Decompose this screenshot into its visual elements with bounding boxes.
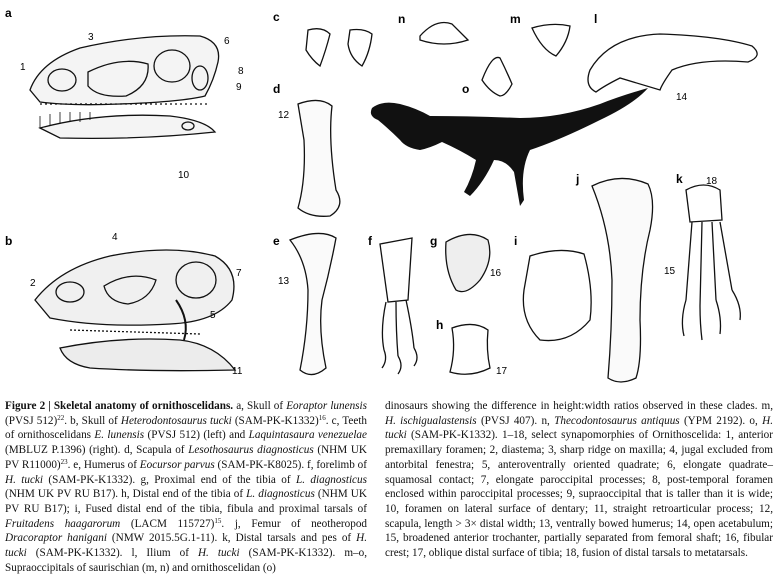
caption-species: Thecodontosaurus antiquus <box>554 414 680 427</box>
caption-species: Dracoraptor hanigani <box>5 532 107 545</box>
caption-species: Fruitadens haagarorum <box>5 517 121 530</box>
caption-text: (SAM-PK-K1332) <box>231 414 319 427</box>
label-8: 8 <box>238 66 244 77</box>
caption-species: L. diagnosticus <box>296 473 367 486</box>
label-9: 9 <box>236 82 242 93</box>
label-13: 13 <box>278 276 290 287</box>
caption-species: H. tucki <box>5 532 367 560</box>
label-6: 6 <box>224 36 230 47</box>
caption-text: (NHM UK PV R11000) <box>5 444 368 471</box>
supraoccipital-n-drawing <box>420 23 468 45</box>
supraoccipital-m-drawing <box>532 24 570 56</box>
caption-text: . e, Humerus of <box>67 458 140 471</box>
caption-text: a, Skull of <box>233 400 287 412</box>
caption-text: (SAM-PK-K8025). f, forelimb of <box>214 458 367 471</box>
skull-heterodontosaurus-drawing <box>35 250 235 371</box>
caption-text: (PVSJ 512) (left) and <box>144 429 249 442</box>
caption-reference: 23 <box>60 457 68 466</box>
caption-species: Laquintasaura venezuelae <box>248 429 367 442</box>
label-10: 10 <box>178 170 190 181</box>
caption-species: E. lunensis <box>94 429 145 442</box>
panel-label-j: j <box>576 172 580 186</box>
ilium-drawing <box>588 34 757 92</box>
skull-eoraptor-drawing <box>30 36 219 139</box>
figure-caption-left <box>5 399 367 575</box>
panel-label-o: o <box>462 82 470 96</box>
caption-text: . b, Skull of <box>64 414 121 427</box>
panel-label-n: n <box>398 12 406 26</box>
label-7: 7 <box>236 268 242 279</box>
caption-text: . j, Femur of neotheropod <box>221 517 368 530</box>
caption-text: (NMW 2015.5G.1-11). k, Distal tarsals and pes of <box>106 532 357 545</box>
pes-drawing <box>682 185 740 340</box>
caption-text: (PVSJ 407). n, <box>476 414 555 427</box>
caption-text: (SAM-PK-K1332). g, Proximal end of the tibia of <box>43 473 296 486</box>
caption-species: H. tucki <box>5 473 44 486</box>
panel-label-l: l <box>594 12 598 26</box>
caption-reference: 15 <box>214 516 222 525</box>
caption-text: (SAM-PK-K1332). m–o, Supraoccipitals of saurischian (m, n) and ornithoscelidan (o) <box>5 547 368 574</box>
label-4: 4 <box>112 232 118 243</box>
caption-text: (NHM UK PV RU B17); i, Fused distal end of the tibia, fibula and proximal tarsals of <box>5 488 367 515</box>
caption-species: L. diagnosticus <box>246 488 315 501</box>
caption-text: (NHM UK PV RU B17). h, Distal end of the tibia of <box>5 488 247 501</box>
humerus-drawing <box>290 233 336 374</box>
caption-text: (MBLUZ P.1396) (right). d, Scapula of <box>5 444 189 457</box>
panel-label-a: a <box>5 6 12 20</box>
tibia-proximal-drawing <box>446 234 490 291</box>
label-5: 5 <box>210 310 216 321</box>
caption-text: dinosaurs showing the difference in height:width ratios observed in these clades. m, <box>385 400 773 412</box>
caption-species: Lesothosaurus diagnosticus <box>188 444 314 457</box>
caption-heading: Figure 2 | Skeletal anatomy of ornithoscelidans. <box>5 400 234 412</box>
label-2: 2 <box>30 278 36 289</box>
panel-label-g: g <box>430 234 438 248</box>
label-1: 1 <box>20 62 26 73</box>
caption-text: (LACM 115727) <box>120 517 215 530</box>
panel-label-e: e <box>273 234 280 248</box>
label-17: 17 <box>496 366 508 377</box>
caption-species: H. tucki <box>385 414 774 442</box>
panel-label-c: c <box>273 10 280 24</box>
panel-label-m: m <box>510 12 521 26</box>
caption-reference: 22 <box>57 413 65 422</box>
forelimb-drawing <box>380 238 417 374</box>
caption-text: (PVSJ 512) <box>5 414 58 427</box>
label-18: 18 <box>706 176 718 187</box>
panel-label-b: b <box>5 234 13 248</box>
supraoccipital-o-drawing <box>482 57 512 96</box>
caption-species: H. ischigualastensis <box>385 414 477 427</box>
label-14: 14 <box>676 92 688 103</box>
tibiotarsus-drawing <box>523 250 591 340</box>
label-3: 3 <box>88 32 94 43</box>
tibia-distal-drawing <box>450 324 490 374</box>
caption-species: Heterodontosaurus tucki <box>120 414 232 427</box>
label-15: 15 <box>664 266 676 277</box>
femur-drawing <box>592 178 653 382</box>
panel-label-h: h <box>436 318 444 332</box>
panel-label-k: k <box>676 172 683 186</box>
caption-species: H. tucki <box>197 547 240 560</box>
caption-species: Eoraptor lunensis <box>286 400 367 412</box>
caption-text: . c, Teeth of ornithoscelidans <box>5 414 368 442</box>
panel-label-d: d <box>273 82 281 96</box>
panel-label-f: f <box>368 234 372 248</box>
caption-reference: 16 <box>318 413 326 422</box>
tooth-right-drawing <box>348 30 372 67</box>
caption-text: (SAM-PK-K1332). 1–18, select synapomorphies of Ornithoscelida: 1, anterior premaxillary foramen; 2, diastema; 3, sharp ridge on maxilla; 4, jugal excluded from antorbital fenestra; 5, anteroventrally oriented quadrate; 6, elongate quadrate–squamosal contact; 7, elongate paroccipital processes; 8, post-temporal foramen enclosed within paroccipital processes; 9, supraoccipital that is taller than it is wide; 10, foramen on lateral surface of dentary; 11, straight retroarticular process; 12, scapula, length > 3× distal width; 13, ventrally bowed humerus; 14, open acetabulum; 15, broadened anterior trochanter, partially separated from femoral shaft; 16, fibular crest; 17, oblique distal surface of tibia; 18, fusion of distal tarsals to metatarsals. <box>385 429 773 560</box>
caption-text: (SAM-PK-K1332). l, Ilium of <box>26 547 198 560</box>
label-16: 16 <box>490 268 502 279</box>
caption-text: (YPM 2192). o, <box>679 414 763 427</box>
figure-caption-right <box>385 399 773 561</box>
tooth-left-drawing <box>306 29 330 66</box>
scapula-drawing <box>298 100 340 216</box>
panel-label-i: i <box>514 234 518 248</box>
label-12: 12 <box>278 110 290 121</box>
caption-species: Eocursor parvus <box>139 458 215 471</box>
label-11: 11 <box>232 366 243 377</box>
